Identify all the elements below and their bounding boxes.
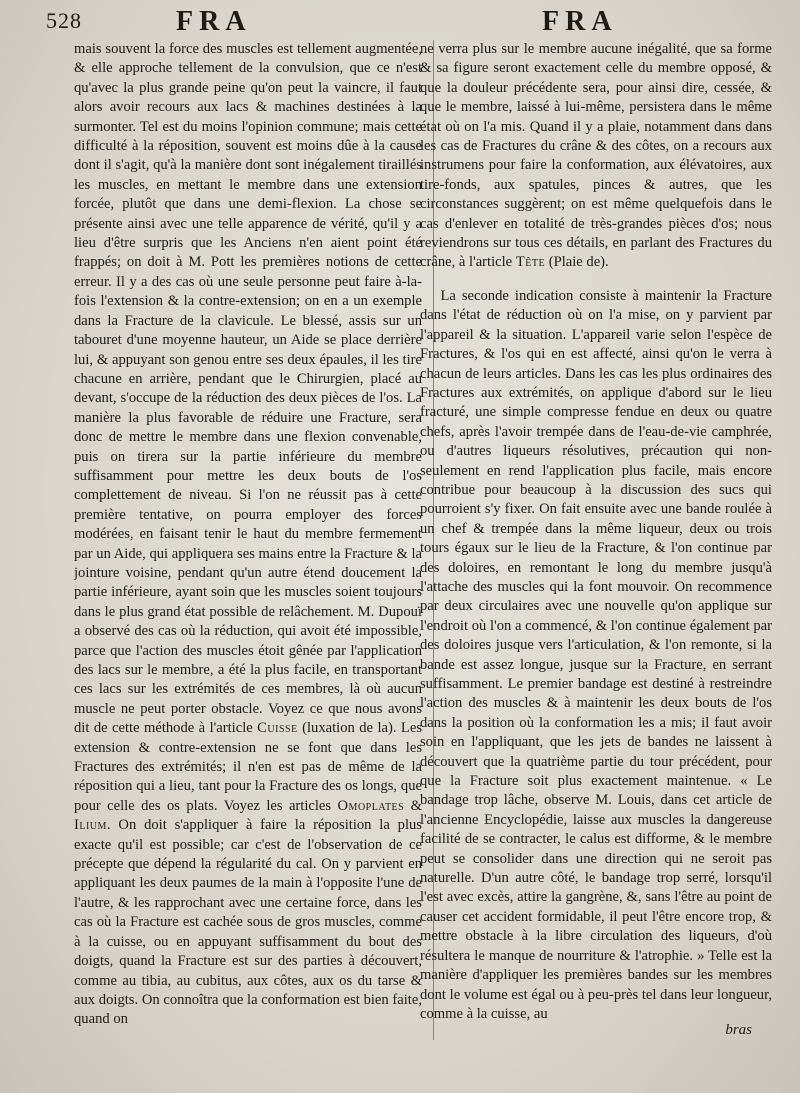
text-run: mais souvent la force des muscles est tellement augmentée, & elle approche tellement de la convulsion, que ce n'est qu'avec la plus grande peine qu'on peut la vaincre, il faut alors avoir recours aux lacs & machines destinées à la surmonter. Tel est du moins l'opinion commune; mais cette difficulté à la réposition, souvent est moins dûe à la cause dont il s'agit, qu'à la manière dont sont inégalement tiraillés les muscles, en mettant le membre dans une extension forcée, plutôt que dans une demi-flexion. La chose se présente ainsi avec une telle apparence de vérité, qu'il y a lieu d'être surpris que les Anciens n'en aient point été frappés; on doit à M. Pott les premières notions de cette erreur. Il y a des cas où une seule personne peut faire à-la-fois l'extension & la contre-extension; on en a un exemple dans la Fracture de la clavicule. Le blessé, assis sur un tabouret d'une moyenne hauteur, un Aide se place derrière lui, & appuyant son genou entre ses deux épaules, il les tire chacune en arrière, pendant que le Chirurgien, placé au devant, s'occupe de la réduction des deux pièces de l'os. La manière la plus favorable de réduire une Fracture, sera donc de mettre le membre dans une flexion convenable, puis on tirera sur la partie inférieure du membre suffisamment pour mettre les deux bouts de l'os complettement de niveau. Si l'on ne réussit pas à cette première tentative, on pourra employer des forces modérées, en faisant tenir le haut du membre fermement par un Aide, qui appliquera ses mains entre la Fracture & la jointure voisine, pendant qu'un autre étend doucement la partie inférieure, ayant soin que les muscles soient toujours dans le plus grand état possible de relâchement. M. Dupouï a observé des cas où la réduction, qui avoit été impossible, parce que l'action des muscles étoit gênée par l'application des lacs sur le membre, a été la plus facile, en transportant ces lacs sur les extrémités de ces membres, là où aucun muscle ne peut porter obstacle. Voyez ce que nous avons dit de cette méthode à l'article bbox=[74, 41, 422, 737]
text-run: ne verra plus sur le membre aucune inégalité, que sa forme & sa figure seront exactement celle du membre opposé, & que la douleur précédente sera, pour ainsi dire, cessée, & que le membre, laissé à lui-même, persistera dans le même état où on l'a mis. Quand il y a plaie, notamment dans dans les cas de Fractures du crâne & des côtes, on a recours aux instrumens pour faire la conformation, aux élévatoires, aux tire-fonds, aux spatules, pinces & autres, que les circonstances suggèrent; on est même quelquefois dans le cas d'enlever en totalité de très-grandes pièces d'os; nous reviendrons sur tous ces détails, en parlant des Fractures du crâne, à l'article bbox=[420, 41, 772, 271]
cross-reference: Tête bbox=[515, 254, 546, 271]
text-run: & bbox=[410, 797, 422, 814]
left-column bbox=[74, 40, 422, 1080]
left-paragraph bbox=[74, 40, 422, 1030]
running-head-right: FRA bbox=[542, 6, 618, 37]
right-paragraph bbox=[420, 40, 772, 273]
right-column bbox=[420, 40, 772, 1080]
cross-reference: Omoplates bbox=[337, 797, 405, 814]
text-run: . On doit s'appliquer à faire la réposition la plus exacte qu'il est possible; car c'est de l'observation de ce précepte que dépend la régularité du cal. On y parvient en appliquant les deux paumes de la main à l'opposite l'une de l'autre, & les rapprochant avec une certaine force, dans les cas où la Fracture est cachée sous de gros muscles, comme à la cuisse, ou en appuyant suffisamment du bout des doigts, quand la Fracture est sur des parties à découvert, comme au tibia, au cubitus, aux côtes, aux os du tarse & aux doigts. On connoîtra que la conformation est bien faite, quand on bbox=[74, 817, 422, 1028]
catchword: bras bbox=[725, 1022, 752, 1038]
text-run: (Plaie de). bbox=[548, 254, 609, 271]
right-paragraph: La seconde indication consiste à maintenir la Fracture dans l'état de réduction où on l'a mise, on y parvient par l'appareil & la situation. L'appareil varie selon l'espèce de Fractures, & l'os qui en est affecté, ainsi qu'on le verra à chacun de leurs articles. Dans les cas les plus ordinaires des Fractures aux extrémités, on applique d'abord sur le lieu fracturé, une simple compresse fendue en deux ou quatre chefs, après l'avoir trempée dans de l'eau-de-vie camphrée, ou d'autres liqueurs résolutives, précaution qui non-seulement en rend l'application plus facile, mais encore contribue pour beaucoup à la discussion des sucs qui pourroient s'y fixer. On fait ensuite avec une bande roulée à un chef & trempée dans la même liqueur, deux ou trois tours égaux sur le lieu de la Fracture, & l'on continue par des doloires, en remontant le long du membre jusqu'à l'attache des muscles qui la font mouvoir. On recommence par deux circulaires avec une nouvelle qu'on applique sur l'endroit où l'on a commencé, & l'on continue également par des doloires jusque vers l'articulation, & l'on remonte, si la bande est assez longue, jusque sur la Fracture, en serrant suffisamment. Le premier bandage est destiné à restreindre l'action des muscles & à maintenir les deux bouts de l'os dans la position où la conformation les a mis; il faut avoir soin en l'appliquant, que les jets de bandes ne laissent à découvert que la quatrième partie du tour précédent, pour que la Fracture soit plus exactement maintenue. « Le bandage trop lâche, observe M. Louis, dans cet article de l'ancienne Encyclopédie, laisse aux muscles la dangereuse facilité de se contracter, le calus est difforme, & le membre peut se consolider dans une direction qui ne seroit pas naturelle. D'un autre côté, le bandage trop serré, lorsqu'il l'est avec excès, attire la gangrène, &, sans l'être au point de causer cet accident formidable, il peut l'être encore trop, & mettre obstacle à la libre circulation des liqueurs, d'où résultera le manque de nourriture & l'atrophie. » Telle est la manière d'appliquer les premières bandes sur les membres dont le volume est égal ou à peu-près tel dans leur longueur, comme à la cuisse, au bbox=[420, 287, 772, 1022]
cross-reference: Cuisse bbox=[257, 720, 298, 737]
running-head-left: FRA bbox=[176, 6, 252, 37]
cross-reference: Ilium bbox=[74, 817, 107, 834]
page-header bbox=[0, 6, 800, 40]
page-number: 528 bbox=[46, 8, 82, 33]
text-run: (luxation de la). Les extension & contre-extension ne se font que dans les Fractures des extrémités; il n'en est pas de même de la réposition qui a lieu, tant pour la Fracture des os longs, que pour celle des os plats. Voyez les articles bbox=[74, 720, 422, 814]
